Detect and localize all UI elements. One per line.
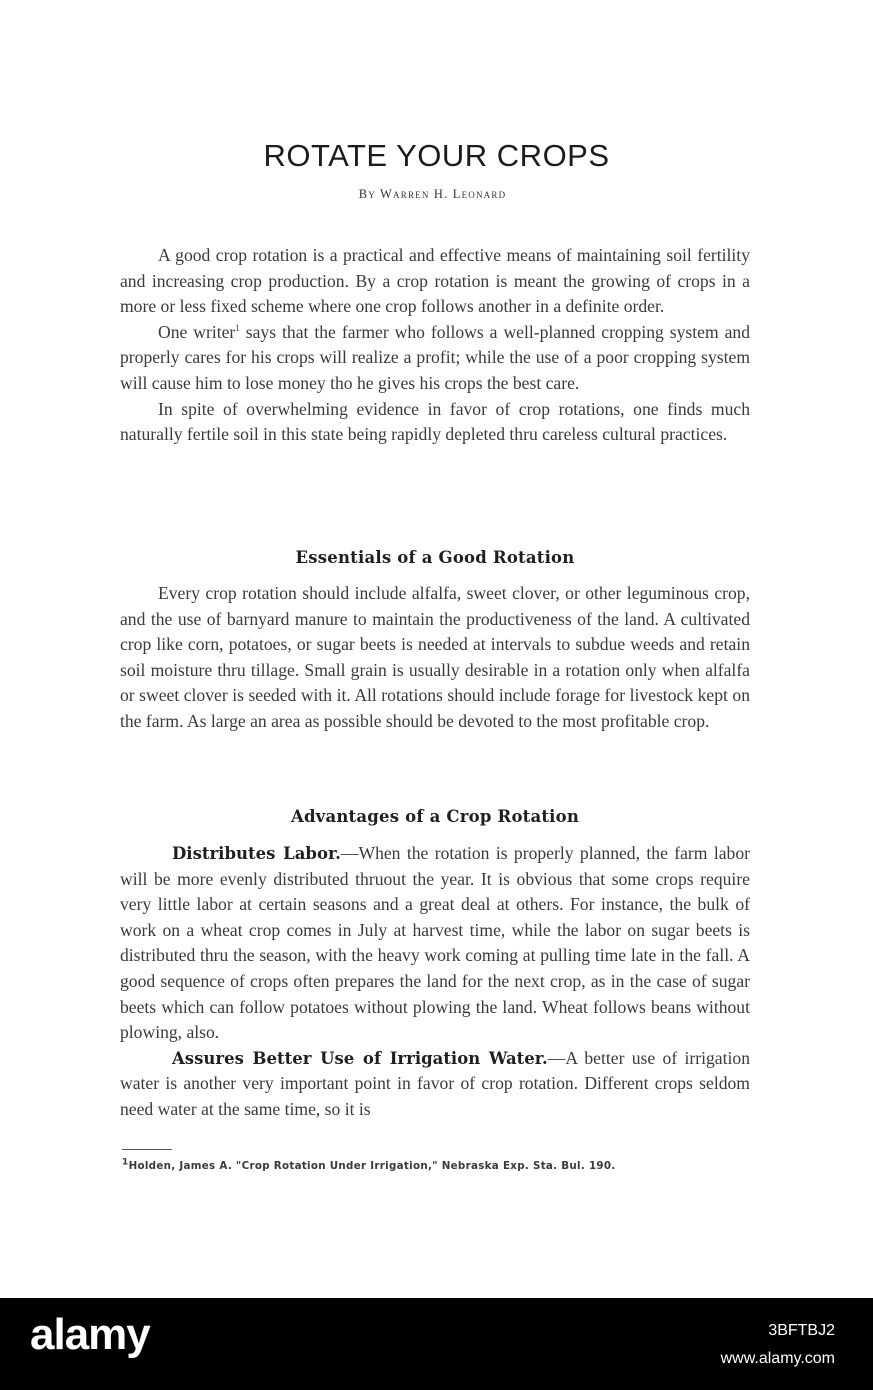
intro-paragraph-1: A good crop rotation is a practical and effective means of maintaining soil fertility and increasing crop production. By a crop rotation is meant the growing of crops in a more or less fixed scheme where one crop follows another in a definite order.: [120, 245, 750, 317]
footnote-number: 1: [122, 1157, 129, 1168]
essentials-section: [120, 581, 750, 735]
watermark-url: www.alamy.com: [720, 1350, 835, 1367]
footnote: [122, 1157, 762, 1172]
intro-paragraph-3: In spite of overwhelming evidence in favor of crop rotations, one finds much naturally fertile soil in this state being rapidly depleted thru careless cultural practices.: [120, 398, 750, 445]
essentials-paragraph: Every crop rotation should include alfalfa, sweet clover, or other leguminous crop, and the use of barnyard manure to maintain the productiveness of the land. A cultivated crop like corn, potatoes, or sugar beets is needed at intervals to subdue weeds and retain soil moisture thru tillage. Small grain is usually desirable in a rotation only when alfalfa or sweet clover is seeded with it. All rotations should include forage for livestock kept on the farm. As large an area as possible should be devoted to the most profitable crop.: [120, 583, 750, 731]
labor-lead: Distributes Labor.: [172, 844, 341, 863]
labor-paragraph: Distributes Labor.—When the rotation is properly planned, the farm labor will be more evenly distributed thruout the year. It is obvious that some crops require very little labor at certain seasons and a great deal at others. For instance, the bulk of work on a wheat crop comes in July at harvest time, while the labor on sugar beets is distributed thru the season, with the heavy work coming at pulling time late in the fall. A good sequence of crops often prepares the land for the next crop, as in the case of sugar beets which can follow potatoes without plowing the land. Wheat follows beans without plowing, also.: [120, 843, 750, 1043]
intro-section: [120, 243, 750, 448]
section-heading-essentials: Essentials of a Good Rotation: [295, 548, 575, 567]
watermark-image-id: 3BFTBJ2: [768, 1322, 835, 1339]
intro-paragraph-2-lead: One writer: [158, 321, 236, 342]
article-byline: By Warren H. Leonard: [358, 187, 507, 201]
water-paragraph: Assures Better Use of Irrigation Water.—A better use of irrigation water is another very important point in favor of crop rotation. Different crops seldom need water at the same time, so it is: [120, 1047, 750, 1119]
watermark-logo: alamy: [30, 1310, 150, 1359]
footnote-text: Holden, James A. "Crop Rotation Under Irrigation," Nebraska Exp. Sta. Bul. 190.: [128, 1160, 616, 1172]
intro-paragraph-2: [120, 320, 750, 397]
footnote-marker: 1: [235, 322, 240, 333]
intro-paragraph-2-text: says that the farmer who follows a well-planned cropping system and properly cares for his crops will realize a profit; while the use of a poor cropping system will cause him to lose money tho he gives his crops the best care.: [120, 321, 751, 393]
water-text: A better use of irrigation water is another very important point in favor of crop rotation. Different crops seldom need water at the same time, so it is: [120, 1047, 750, 1119]
footnote-rule: [122, 1149, 172, 1150]
advantages-section: [120, 841, 750, 1123]
section-heading-advantages: Advantages of a Crop Rotation: [290, 807, 580, 826]
labor-text: When the rotation is properly planned, the farm labor will be more evenly distributed thruout the year. It is obvious that some crops require very little labor at certain seasons and a great deal at others. For instance, the bulk of work on a wheat crop comes in July at harvest time, while the labor on sugar beets is distributed thru the season, with the heavy work coming at pulling time late in the fall. A good sequence of crops often prepares the land for the next crop, as in the case of sugar beets which can follow potatoes without plowing the land. Wheat follows beans without plowing, also.: [120, 843, 750, 1043]
water-lead: Assures Better Use of Irrigation Water.: [172, 1048, 548, 1068]
article-title: ROTATE YOUR CROPS: [263, 138, 610, 173]
watermark-banner: [0, 1298, 873, 1390]
